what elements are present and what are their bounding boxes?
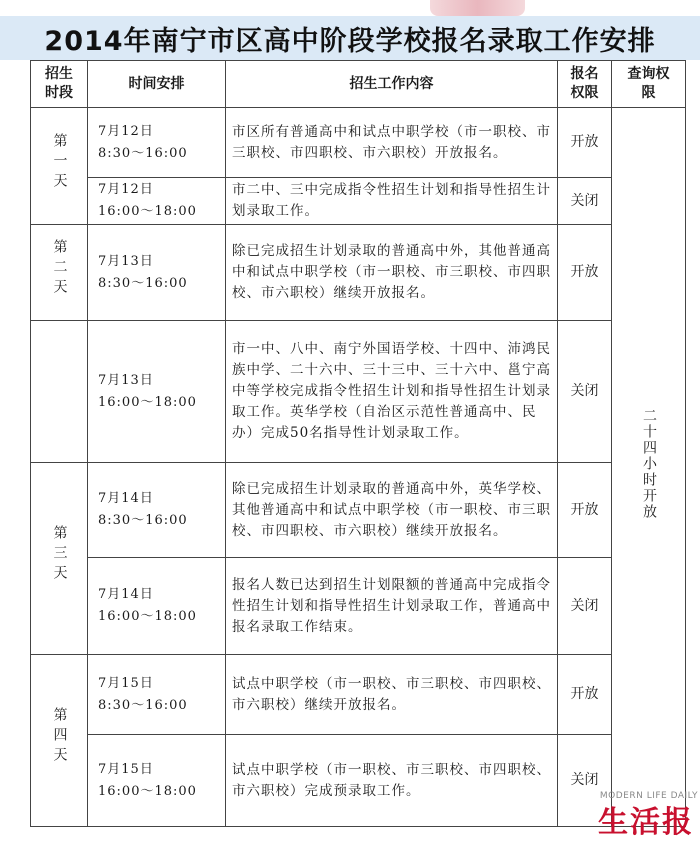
- day-cell: [31, 463, 88, 655]
- header-time: 时间安排: [88, 61, 226, 108]
- header-period: 招生时段: [31, 61, 88, 108]
- time-cell: [88, 735, 226, 827]
- time-cell: [88, 321, 226, 463]
- day-cell: [31, 655, 88, 827]
- hours-text: 16:00～18:00: [98, 783, 197, 799]
- content-cell: 报名人数已达到招生计划限额的普通高中完成指令性招生计划和指导性招生计划录取工作，普通高中报名录取工作结束。: [226, 558, 558, 655]
- schedule-table: [30, 60, 686, 827]
- logo-chinese: 生活报: [598, 805, 694, 840]
- table-row: [31, 558, 686, 655]
- date-text: 7月15日: [98, 675, 154, 691]
- table-row: [31, 225, 686, 321]
- day-label: 第二天: [51, 239, 68, 299]
- table-row: [31, 655, 686, 735]
- header-row: [31, 61, 686, 108]
- content-cell: 市二中、三中完成指令性招生计划和指导性招生计划录取工作。: [226, 178, 558, 225]
- hours-text: 16:00～18:00: [98, 394, 197, 410]
- header-content: 招生工作内容: [226, 61, 558, 108]
- time-cell: [88, 108, 226, 178]
- day-label: 第一天: [51, 132, 68, 193]
- date-text: 7月12日: [98, 182, 154, 197]
- top-decoration: [430, 0, 525, 16]
- signup-status: 关闭: [558, 178, 612, 225]
- day-cell: [31, 108, 88, 225]
- day-cell: [31, 321, 88, 463]
- date-text: 7月13日: [98, 253, 154, 269]
- day-cell: [31, 225, 88, 321]
- hours-text: 8:30～16:00: [98, 513, 188, 528]
- date-text: 7月14日: [98, 587, 154, 602]
- content-cell: 除已完成招生计划录取的普通高中外，英华学校、其他普通高中和试点中职学校（市一职校、市三职校、市四职校、市六职校）继续开放报名。: [226, 463, 558, 558]
- date-text: 7月12日: [98, 123, 154, 139]
- signup-status: 开放: [558, 225, 612, 321]
- query-cell: [612, 108, 686, 827]
- signup-status: 关闭: [558, 558, 612, 655]
- signup-status: 关闭: [558, 321, 612, 463]
- table-row: [31, 108, 686, 178]
- content-cell: 试点中职学校（市一职校、市三职校、市四职校、市六职校）完成预录取工作。: [226, 735, 558, 827]
- hours-text: 8:30～16:00: [98, 697, 188, 713]
- date-text: 7月14日: [98, 491, 154, 506]
- header-signup: 报名权限: [558, 61, 612, 108]
- hours-text: 16:00～18:00: [98, 204, 197, 219]
- hours-text: 8:30～16:00: [98, 145, 188, 161]
- logo-english: MODERN LIFE DAILY: [599, 791, 698, 801]
- content-cell: 市区所有普通高中和试点中职学校（市一职校、市三职校、市四职校、市六职校）开放报名。: [226, 108, 558, 178]
- title-bar: [0, 16, 700, 60]
- content-cell: 除已完成招生计划录取的普通高中外，其他普通高中和试点中职学校（市一职校、市三职校、市四职校、市六职校）继续开放报名。: [226, 225, 558, 321]
- table-row: [31, 321, 686, 463]
- time-cell: [88, 558, 226, 655]
- header-query: 查询权限: [612, 61, 686, 108]
- time-cell: [88, 225, 226, 321]
- day-label: 第三天: [51, 525, 68, 585]
- signup-status: 关闭: [558, 735, 612, 827]
- page-title: 2014年南宁市区高中阶段学校报名录取工作安排: [44, 25, 656, 57]
- newspaper-logo: [560, 787, 700, 847]
- date-text: 7月13日: [98, 372, 154, 388]
- table-row: [31, 463, 686, 558]
- signup-status: 开放: [558, 463, 612, 558]
- time-cell: [88, 178, 226, 225]
- time-cell: [88, 463, 226, 558]
- hours-text: 8:30～16:00: [98, 275, 188, 291]
- hours-text: 16:00～18:00: [98, 609, 197, 624]
- content-cell: 试点中职学校（市一职校、市三职校、市四职校、市六职校）继续开放报名。: [226, 655, 558, 735]
- query-permission: 二十四小时开放: [641, 407, 657, 520]
- signup-status: 开放: [558, 655, 612, 735]
- content-cell: 市一中、八中、南宁外国语学校、十四中、沛鸿民族中学、二十六中、三十三中、三十六中、邕宁高中等学校完成指令性招生计划和指导性招生计划录取工作。英华学校（自治区示范性普通高中、民办）完成50名指导性计划录取工作。: [226, 321, 558, 463]
- date-text: 7月15日: [98, 761, 154, 777]
- time-cell: [88, 655, 226, 735]
- day-label: 第四天: [51, 707, 68, 767]
- table-row: [31, 178, 686, 225]
- signup-status: 开放: [558, 108, 612, 178]
